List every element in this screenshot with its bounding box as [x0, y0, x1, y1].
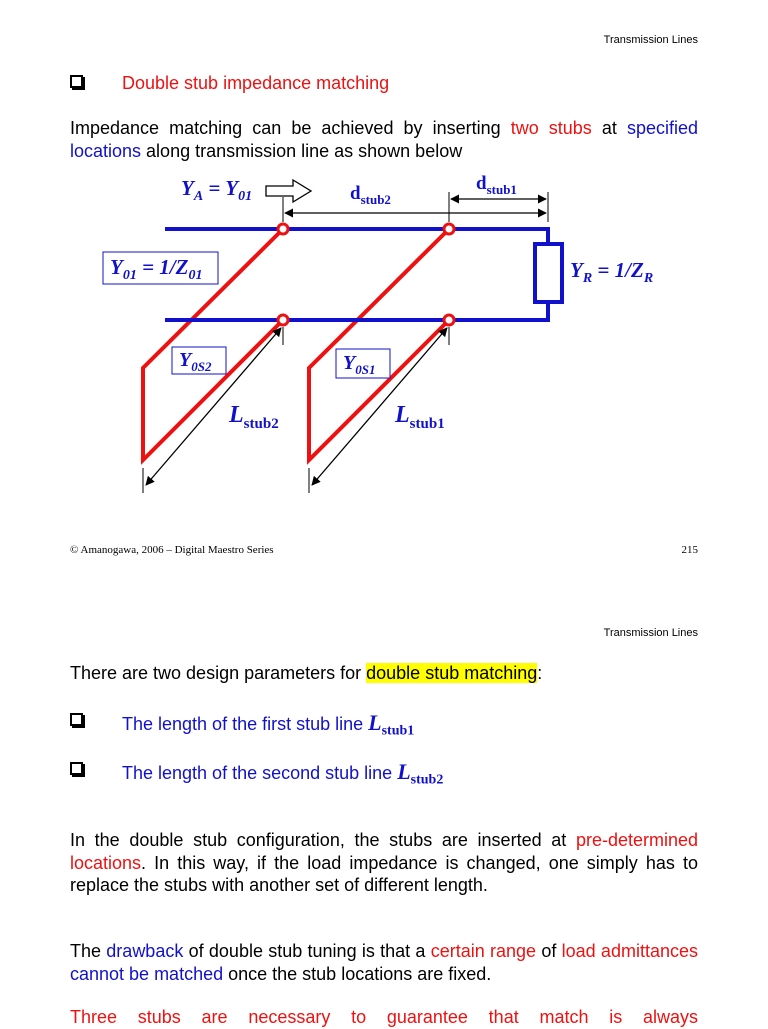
yr-subscript2: R: [643, 271, 654, 287]
junction-node: [444, 224, 454, 234]
config-paragraph: [70, 829, 698, 897]
config-text: In the double stub configuration, the stubs are inserted at: [70, 830, 576, 850]
drawback-text: of double stub tuning is that a: [183, 941, 431, 961]
ya-subscript: A: [193, 189, 204, 205]
intro-text: Impedance matching can be achieved by inserting: [70, 118, 511, 138]
page-header: Transmission Lines: [603, 627, 698, 639]
lstub2-symbol: L: [229, 402, 244, 428]
junction-node: [278, 315, 288, 325]
bullet1-subscript: stub1: [381, 723, 415, 739]
y0s2-label: [179, 349, 211, 375]
lstub1-symbol: L: [395, 402, 410, 428]
bullet1-symbol: L: [368, 710, 382, 735]
yr-label: [570, 258, 653, 287]
bullet-box-icon: [70, 713, 83, 726]
bullet2-subscript: stub2: [410, 772, 444, 788]
bullet-box-icon: [70, 762, 83, 775]
drawback-word: drawback: [106, 941, 184, 961]
intro-text: at: [591, 118, 627, 138]
y0s2-symbol: Y: [179, 349, 192, 371]
ya-equals: = Y: [203, 176, 239, 200]
config-text: . In this way, if the load impedance is changed, one simply has to replace the stubs with another set of different length.: [70, 852, 698, 895]
yr-equals: = 1/Z: [592, 258, 644, 282]
params-sentence: [70, 663, 542, 684]
dstub2-label: [350, 183, 391, 208]
params-text: There are two design parameters for: [70, 663, 367, 683]
dstub1-label: [476, 173, 517, 198]
yr-symbol: Y: [570, 258, 583, 282]
ya-symbol: Y: [181, 176, 194, 200]
y0s1-subscript: 0S1: [355, 362, 376, 377]
intro-text: along transmission line as shown below: [141, 140, 463, 161]
intro-specified-locations: specified locations: [70, 118, 699, 161]
y01-subscript: 01: [122, 268, 137, 284]
drawback-text: once the stub locations are fixed.: [223, 963, 492, 984]
drawback-text: of: [536, 941, 562, 961]
y01-label: [110, 255, 202, 284]
lstub2-subscript: stub2: [243, 415, 279, 432]
y0s1-symbol: Y: [343, 352, 356, 374]
yr-subscript: R: [582, 271, 593, 287]
junction-node: [444, 315, 454, 325]
dstub2-symbol: d: [350, 183, 361, 204]
bullet2-symbol: L: [397, 759, 411, 784]
config-predetermined: pre-determined locations: [70, 830, 698, 873]
input-arrow-icon: [266, 180, 311, 202]
dstub1-subscript: stub1: [486, 181, 517, 197]
ya-subscript2: 01: [238, 189, 253, 205]
dstub1-symbol: d: [476, 173, 487, 194]
three-stubs-line: Three stubs are necessary to guarantee that match is always: [70, 1007, 698, 1027]
section-heading: Double stub impedance matching: [122, 73, 390, 93]
lstub1-label: [395, 402, 445, 433]
lstub1-subscript: stub1: [409, 415, 445, 432]
junction-node: [278, 224, 288, 234]
lstub2-label: [229, 402, 279, 433]
page-header: Transmission Lines: [603, 34, 698, 46]
bullet1-text: The length of the first stub line: [122, 714, 369, 734]
params-colon: :: [537, 663, 543, 683]
dstub2-subscript: stub2: [360, 191, 391, 207]
bullet-first-stub: [122, 710, 414, 740]
drawback-paragraph: [70, 940, 698, 985]
drawback-load-admittances: load admittances: [561, 941, 698, 961]
bullet2-text: The length of the second stub line: [122, 763, 398, 783]
params-highlight: double stub matching: [366, 663, 538, 683]
load-resistor: [535, 244, 562, 302]
y0s1-label: [343, 352, 375, 378]
footer-copyright: © Amanogawa, 2006 – Digital Maestro Series: [70, 544, 274, 556]
drawback-cannot-be-matched: cannot be matched: [70, 963, 224, 984]
ya-label: [181, 176, 252, 205]
y01-subscript2: 01: [188, 268, 203, 284]
intro-two-stubs: two stubs: [510, 118, 592, 138]
drawback-certain-range: certain range: [430, 941, 537, 961]
y01-equals: = 1/Z: [136, 255, 189, 279]
y0s2-subscript: 0S2: [191, 359, 212, 374]
bullet-second-stub: [122, 759, 443, 789]
drawback-text: The: [70, 941, 107, 961]
y01-symbol: Y: [110, 255, 123, 279]
page-number: 215: [681, 544, 698, 556]
